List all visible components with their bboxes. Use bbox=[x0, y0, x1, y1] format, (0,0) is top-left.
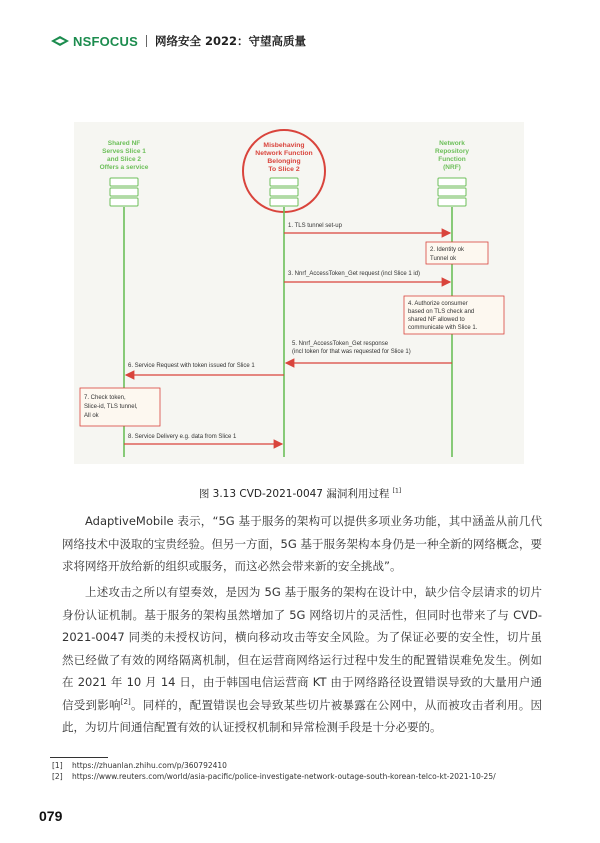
nrf-label-1: Network bbox=[439, 140, 465, 147]
footnotes bbox=[52, 760, 496, 782]
misbehaving-nf-label-4: To Slice 2 bbox=[268, 166, 300, 173]
step-3-label: 3. Nnrf_AccessToken_Get request (incl Slice 1 id) bbox=[288, 271, 421, 277]
figure-caption bbox=[0, 486, 600, 501]
nrf-label-4: (NRF) bbox=[443, 164, 461, 171]
footnote-1 bbox=[52, 760, 496, 771]
paragraph-2 bbox=[62, 581, 542, 739]
step-7-line-2: Slice-id, TLS tunnel, bbox=[84, 404, 138, 410]
step-7-line-3: All ok bbox=[84, 413, 99, 419]
step-4-line-2: based on TLS check and bbox=[408, 309, 475, 315]
shared-nf-label-4: Offers a service bbox=[99, 164, 149, 171]
footnote-1-link[interactable]: https://zhuanlan.zhihu.com/p/360792410 bbox=[72, 761, 227, 770]
footnote-1-number: [1] bbox=[52, 761, 63, 770]
nrf-server-icon bbox=[438, 178, 466, 206]
nrf-label-3: Function bbox=[438, 156, 466, 163]
header-divider bbox=[146, 35, 147, 47]
shared-nf-label-1: Shared NF bbox=[107, 140, 141, 147]
shared-nf-label-3: and Slice 2 bbox=[107, 156, 141, 163]
page-number: 079 bbox=[39, 808, 63, 824]
logo-text: NSFOCUS bbox=[73, 33, 138, 49]
nrf-label-2: Repository bbox=[435, 148, 469, 155]
footnote-divider bbox=[50, 757, 108, 758]
misbehaving-nf-label-2: Network Function bbox=[255, 150, 313, 157]
step-2-line-1: 2. Identity ok bbox=[430, 247, 465, 253]
shared-nf-server-icon bbox=[110, 178, 138, 206]
paragraph-2-ref[interactable]: [2] bbox=[120, 697, 131, 706]
footnote-2-number: [2] bbox=[52, 772, 63, 781]
step-7-line-1: 7. Check token, bbox=[84, 395, 126, 401]
paragraph-2-part-b: 。同样的，配置错误也会导致某些切片被暴露在公网中，从而被攻击者利用。因此，为切片间通信配置有效的认证授权机制和异常检测手段是十分必要的。 bbox=[62, 697, 543, 734]
step-4-line-4: communicate with Slice 1. bbox=[408, 325, 478, 331]
step-4-line-3: shared NF allowed to bbox=[408, 317, 465, 323]
header-title: 网络安全 2022：守望高质量 bbox=[154, 34, 306, 48]
nsfocus-logo-icon bbox=[50, 34, 70, 48]
shared-nf-label-2: Serves Slice 1 bbox=[102, 148, 146, 155]
paragraph-2-part-a: 上述攻击之所以有望奏效，是因为 5G 基于服务的架构在设计中，缺少信令层请求的切片身份认证机制。基于服务的架构虽然增加了 5G 网络切片的灵活性，但同时也带来了与 CVD-2021-0047 同类的未授权访问，横向移动攻击等安全风险。为了保证必要的安全性，切片虽然已经做了有效的网络隔离机制，但在运营商网络运行过程中发生的配置错误难免发生。例如在 2021 年 10 月 14 日，由于韩国电信运营商 KT 由于网络路径设置错误导致的大量用户通信受到影响 bbox=[62, 585, 542, 712]
step-4-line-1: 4. Authorize consumer bbox=[408, 301, 468, 307]
step-2-line-2: Tunnel ok bbox=[430, 256, 457, 262]
step-1-label: 1. TLS tunnel set-up bbox=[288, 223, 342, 229]
footnote-2-link[interactable]: https://www.reuters.com/world/asia-pacific/police-investigate-network-outage-south-korean-telco-kt-2021-10-25/ bbox=[72, 772, 496, 781]
misbehaving-nf-label-3: Belonging bbox=[267, 158, 301, 165]
step-5-line-1: 5. Nnrf_AccessToken_Get response bbox=[292, 341, 389, 347]
page-header bbox=[50, 30, 306, 52]
step-8-label: 8. Service Delivery e.g. data from Slice 1 bbox=[128, 434, 237, 440]
footnote-2 bbox=[52, 771, 496, 782]
step-6-label: 6. Service Request with token issued for Slice 1 bbox=[128, 363, 255, 369]
figure-caption-ref[interactable]: [1] bbox=[392, 487, 402, 495]
paragraph-1: AdaptiveMobile 表示，“5G 基于服务的架构可以提供多项业务功能，其中涵盖从前几代网络技术中汲取的宝贵经验。但另一方面，5G 基于服务架构本身仍是一种全新的网络概念，要求将网络开放给新的组织或服务，而这必然会带来新的安全挑战”。 bbox=[62, 514, 542, 573]
misbehaving-nf-server-icon bbox=[270, 178, 298, 206]
misbehaving-nf-label-1: Misbehaving bbox=[263, 142, 305, 149]
step-5-line-2: (incl token for that was requested for Slice 1) bbox=[292, 349, 411, 355]
cvd-exploit-sequence-diagram bbox=[74, 122, 524, 464]
figure-caption-text: 图 3.13 CVD-2021-0047 漏洞利用过程 bbox=[198, 488, 393, 500]
